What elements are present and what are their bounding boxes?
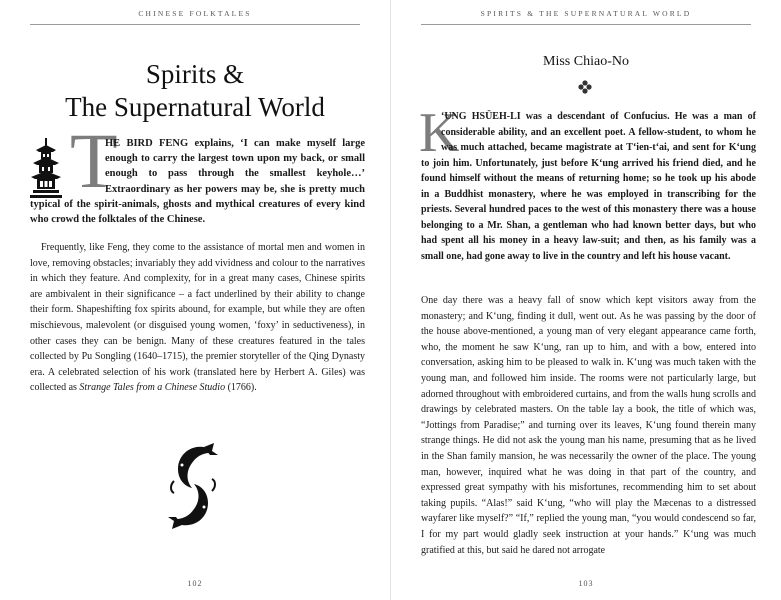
body-paragraph bbox=[30, 240, 365, 396]
book-year: (1766). bbox=[225, 382, 257, 394]
drop-cap: K bbox=[419, 102, 460, 164]
page-number: 103 bbox=[578, 579, 594, 588]
chapter-title bbox=[30, 58, 360, 124]
left-page bbox=[0, 0, 390, 600]
body-text: One day there was a heavy fall of snow which kept visitors away from the monastery; and K‘ung, finding it dull, went out. As he was passing by the door of the house above-mentioned, a young man of very elegant appearance came forth, who, the moment he saw K‘ung, ran up to him, and with a bow, entered into conversation, asking him to be pleased to walk in. K‘ung was much taken with the young man, and followed him inside. The rooms were not particularly large, but adorned throughout with embroidered curtains, and from the walls hung scrolls and drawings by celebrated masters. On the table lay a book, the title of which was, “Jottings from Paradise;” and turning over its leaves, K‘ung found therein many strange things. He did not ask the young man his name, presuming that as he lived in the Shan family mansion, he was necessarily the owner of the place. The young man, however, inquired what he was doing in that part of the country, and expressed great sympathy with his misfortunes, recommending him to set about taking pupils. “Alas!” said K‘ung, “who will play the Mæcenas to a distressed wayfarer like myself?” “If,” replied the young man, “you would condescend so far, I for my part would gladly seek instruction at your hands.” K‘ung was much gratified at this, but said he dared not arrogate bbox=[421, 295, 756, 556]
intro-text: HE BIRD FENG explains, ‘I can make myself large enough to carry the largest town upon my back, or small enough to pass through the smallest keyhole…’ Extraordinary as her powers may be, she is pretty much typical of the spirit-animals, ghosts and mythical creatures of every kind who crowd the folktales of the Chinese. bbox=[30, 138, 365, 226]
book-title: Strange Tales from a Chinese Studio bbox=[79, 382, 226, 394]
header-rule bbox=[421, 24, 751, 25]
story-intro bbox=[421, 109, 756, 264]
header-rule bbox=[30, 24, 360, 25]
koi-fish-icon bbox=[160, 441, 226, 531]
intro-paragraph bbox=[30, 136, 365, 227]
story-intro-text: ‘UNG HSÜEH-LI was a descendant of Confucius. He was a man of considerable ability, and an excellent poet. A fellow-student, to whom he was much attached, became magistrate at T‘ien-t‘ai, and sent for K‘ung to join him. Unfortunately, just before K‘ung arrived his friend died, and he found himself without the means of returning home; so he took up his abode in a Buddhist monastery, where he was employed in transcribing for the priests. Several hundred paces to the west of this monastery there was a house belonging to a Mr. Shan, a gentleman who had known better days, but who had spent all his money in a heavy law-suit; and then, as his family was a small one, had gone away to live in the country and left his house vacant. bbox=[421, 111, 756, 262]
flower-ornament-icon bbox=[578, 80, 592, 94]
story-title: Miss Chiao-No bbox=[543, 54, 629, 69]
body-paragraph bbox=[421, 293, 756, 558]
chapter-title-line-1: Spirits & bbox=[145, 59, 245, 89]
drop-cap: T bbox=[70, 117, 118, 204]
chapter-title-line-2: The Supernatural World bbox=[65, 92, 325, 122]
right-page bbox=[391, 0, 781, 600]
page-number: 102 bbox=[187, 579, 203, 588]
body-text: Frequently, like Feng, they come to the assistance of mortal men and women in love, removing obstacles; invariably they add vividness and colour to the narratives in which they feature. And complexity, for in a great many cases, Chinese spirits are ambivalent in their significance – a fact underlined by their ability to change their form. Shapeshifting fox spirits abound, for example, but while they are often mischievous, malevolent (or disguised young women, ‘foxy’ in seductiveness), in other cases they can be benign. Many of these creatures featured in the tales collected by Pu Songling (1640–1715), the premier storyteller of the Qing Dynasty era. A celebrated selection of his work (translated here by Herbert A. Giles) was collected as bbox=[30, 242, 365, 394]
running-head: CHINESE FOLKTALES bbox=[138, 9, 252, 18]
running-head: SPIRITS & THE SUPERNATURAL WORLD bbox=[480, 9, 692, 18]
